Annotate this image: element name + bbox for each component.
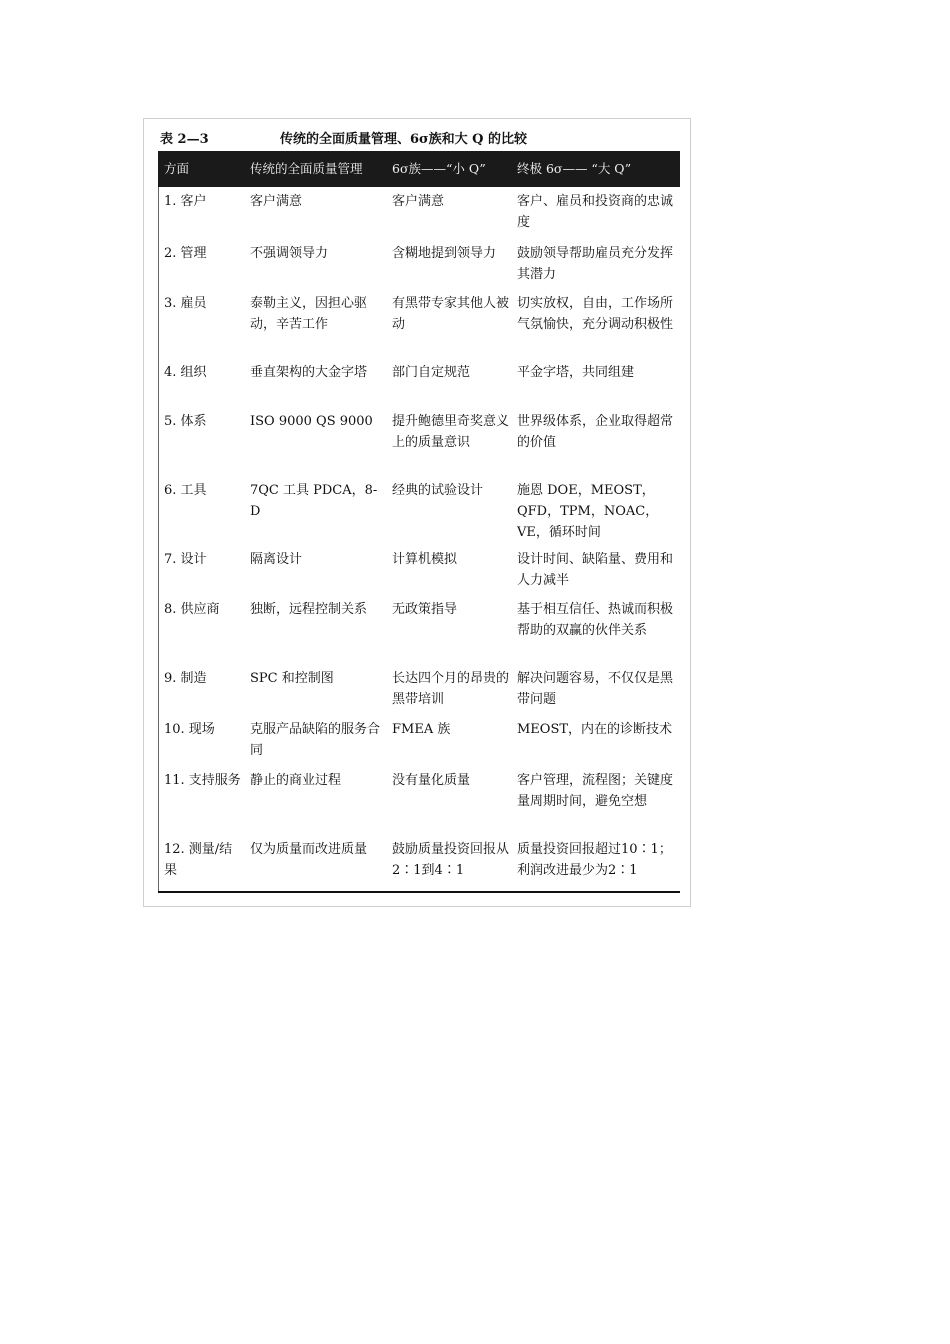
cell-aspect: 6. 工具 <box>164 483 207 498</box>
cell-small-q: 提升鲍德里奇奖意义上的质量意识 <box>392 414 510 450</box>
cell-aspect: 4. 组织 <box>164 365 207 380</box>
cell-aspect: 10. 现场 <box>164 722 215 737</box>
cell-small-q: 部门自定规范 <box>392 365 471 380</box>
table-title: 传统的全面质量管理、6σ族和大 Q 的比较 <box>280 132 528 147</box>
cell-big-q: 平金字塔，共同组建 <box>517 365 635 380</box>
cell-small-q: 客户满意 <box>392 194 445 209</box>
cell-traditional: 独断，远程控制关系 <box>250 602 368 617</box>
cell-traditional: 7QC 工具 PDCA，8-D <box>250 483 378 519</box>
table-number: 表 2—3 <box>160 132 209 147</box>
cell-aspect: 12. 测量/结果 <box>164 842 233 878</box>
cell-big-q: 客户、雇员和投资商的忠诚度 <box>517 194 674 230</box>
cell-aspect: 3. 雇员 <box>164 296 207 311</box>
header-aspect: 方面 <box>164 161 190 176</box>
table-header-row <box>158 151 680 187</box>
cell-traditional: ISO 9000 QS 9000 <box>250 414 373 429</box>
cell-big-q: 世界级体系，企业取得超常的价值 <box>517 414 674 450</box>
table-left-rule <box>158 187 159 891</box>
cell-traditional: 客户满意 <box>250 194 303 209</box>
cell-aspect: 11. 支持服务 <box>164 773 241 788</box>
cell-big-q: 鼓励领导帮助雇员充分发挥其潜力 <box>517 246 674 282</box>
cell-big-q: 基于相互信任、热诚而积极帮助的双赢的伙伴关系 <box>517 602 674 638</box>
cell-aspect: 2. 管理 <box>164 246 207 261</box>
header-traditional-tqm: 传统的全面质量管理 <box>250 161 363 176</box>
cell-traditional: 静止的商业过程 <box>250 773 342 788</box>
table-figure <box>143 118 691 907</box>
cell-traditional: SPC 和控制图 <box>250 671 334 686</box>
comparison-table <box>158 151 680 896</box>
cell-big-q: 施恩 DOE，MEOST，QFD，TPM，NOAC，VE，循环时间 <box>517 483 659 540</box>
cell-big-q: 客户管理，流程图；关键度量周期时间，避免空想 <box>517 773 674 809</box>
cell-traditional: 隔离设计 <box>250 552 303 567</box>
header-six-sigma-small-q: 6σ族——“小 Q” <box>392 161 486 176</box>
cell-small-q: 有黑带专家其他人被动 <box>392 296 510 332</box>
cell-traditional: 仅为质量而改进质量 <box>250 842 368 857</box>
cell-small-q: 含糊地提到领导力 <box>392 246 497 261</box>
cell-big-q: 切实放权，自由，工作场所气氛愉快，充分调动积极性 <box>517 296 674 332</box>
header-ultimate-six-sigma-big-q: 终极 6σ—— “大 Q” <box>517 161 632 176</box>
cell-big-q: 解决问题容易，不仅仅是黑带问题 <box>517 671 674 707</box>
cell-big-q: MEOST，内在的诊断技术 <box>517 722 673 737</box>
cell-traditional: 不强调领导力 <box>250 246 329 261</box>
cell-small-q: 鼓励质量投资回报从2∶1到4∶1 <box>392 842 510 878</box>
cell-aspect: 1. 客户 <box>164 194 207 209</box>
cell-small-q: 经典的试验设计 <box>392 483 484 498</box>
table-bottom-rule <box>158 891 680 893</box>
cell-big-q: 质量投资回报超过10∶1；利润改进最少为2∶1 <box>517 842 672 878</box>
cell-small-q: 无政策指导 <box>392 602 458 617</box>
cell-aspect: 7. 设计 <box>164 552 207 567</box>
cell-traditional: 垂直架构的大金字塔 <box>250 365 368 380</box>
cell-big-q: 设计时间、缺陷量、费用和人力减半 <box>517 552 674 588</box>
cell-aspect: 9. 制造 <box>164 671 207 686</box>
table-caption <box>158 129 678 151</box>
cell-small-q: 计算机模拟 <box>392 552 458 567</box>
cell-traditional: 泰勒主义，因担心驱动，辛苦工作 <box>250 296 368 332</box>
cell-small-q: 长达四个月的昂贵的黑带培训 <box>392 671 510 707</box>
cell-aspect: 5. 体系 <box>164 414 207 429</box>
cell-aspect: 8. 供应商 <box>164 602 220 617</box>
cell-small-q: FMEA 族 <box>392 722 451 737</box>
cell-small-q: 没有量化质量 <box>392 773 471 788</box>
cell-traditional: 克服产品缺陷的服务合同 <box>250 722 381 758</box>
